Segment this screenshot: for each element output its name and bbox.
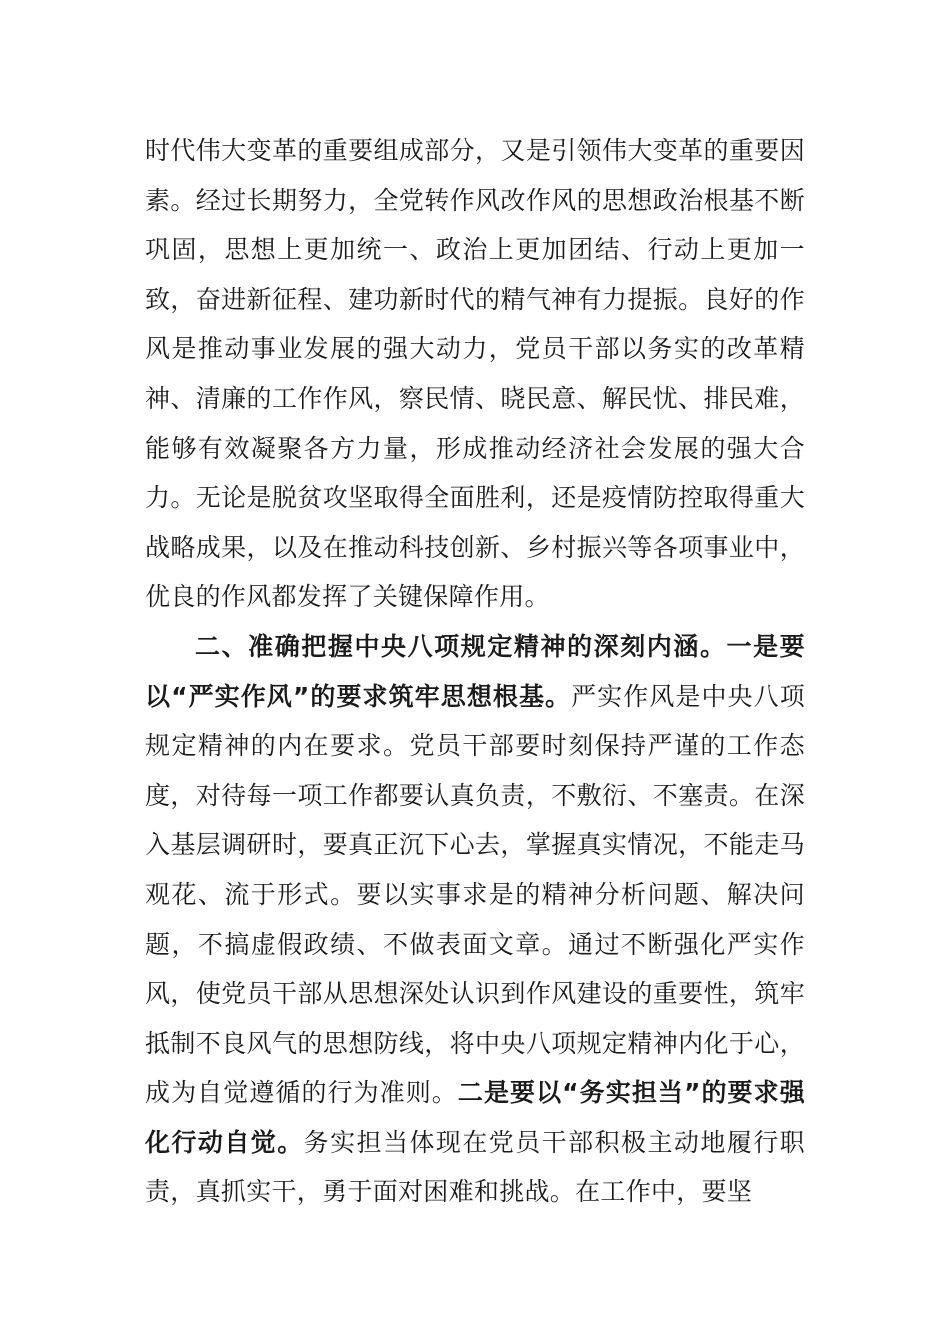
paragraph-continuation: 时代伟大变革的重要组成部分，又是引领伟大变革的重要因素。经过长期努力，全党转作风改作风的思想政治根基不断巩固，思想上更加统一、政治上更加团结、行动上更加一致，奋进新征程、建功新时代的精气神有力提振。良好的作风是推动事业发展的强大动力，党员干部以务实的改革精神、清廉的工作作风，察民情、晓民意、解民忧、排民难，能够有效凝聚各方力量，形成推动经济社会发展的强大合力。无论是脱贫攻坚取得全面胜利，还是疫情防控取得重大战略成果，以及在推动科技创新、乡村振兴等各项事业中，优良的作风都发挥了关键保障作用。	[145, 136, 805, 612]
document-body	[145, 126, 805, 1217]
point-one-title: 一是要以“严实作风”的要求筑牢思想根基。	[145, 631, 805, 711]
section-heading: 二、准确把握中央八项规定精神的深刻内涵。	[195, 631, 727, 661]
point-two-body: 务实担当体现在党员干部积极主动地履行职责，真抓实干，勇于面对困难和挑战。在工作中，要坚	[145, 1127, 805, 1207]
paragraph-section-two	[145, 622, 805, 1217]
point-one-body: 严实作风是中央八项规定精神的内在要求。党员干部要时刻保持严谨的工作态度，对待每一项工作都要认真负责，不敷衍、不塞责。在深入基层调研时，要真正沉下心去，掌握真实情况，不能走马观花、流于形式。要以实事求是的精神分析问题、解决问题，不搞虚假政绩、不做表面文章。通过不断强化严实作风，使党员干部从思想深处认识到作风建设的重要性，筑牢抵制不良风气的思想防线，将中央八项规定精神内化于心，成为自觉遵循的行为准则。	[145, 681, 805, 1108]
point-two-title: 二是要以“务实担当”的要求强化行动自觉。	[145, 1078, 806, 1157]
